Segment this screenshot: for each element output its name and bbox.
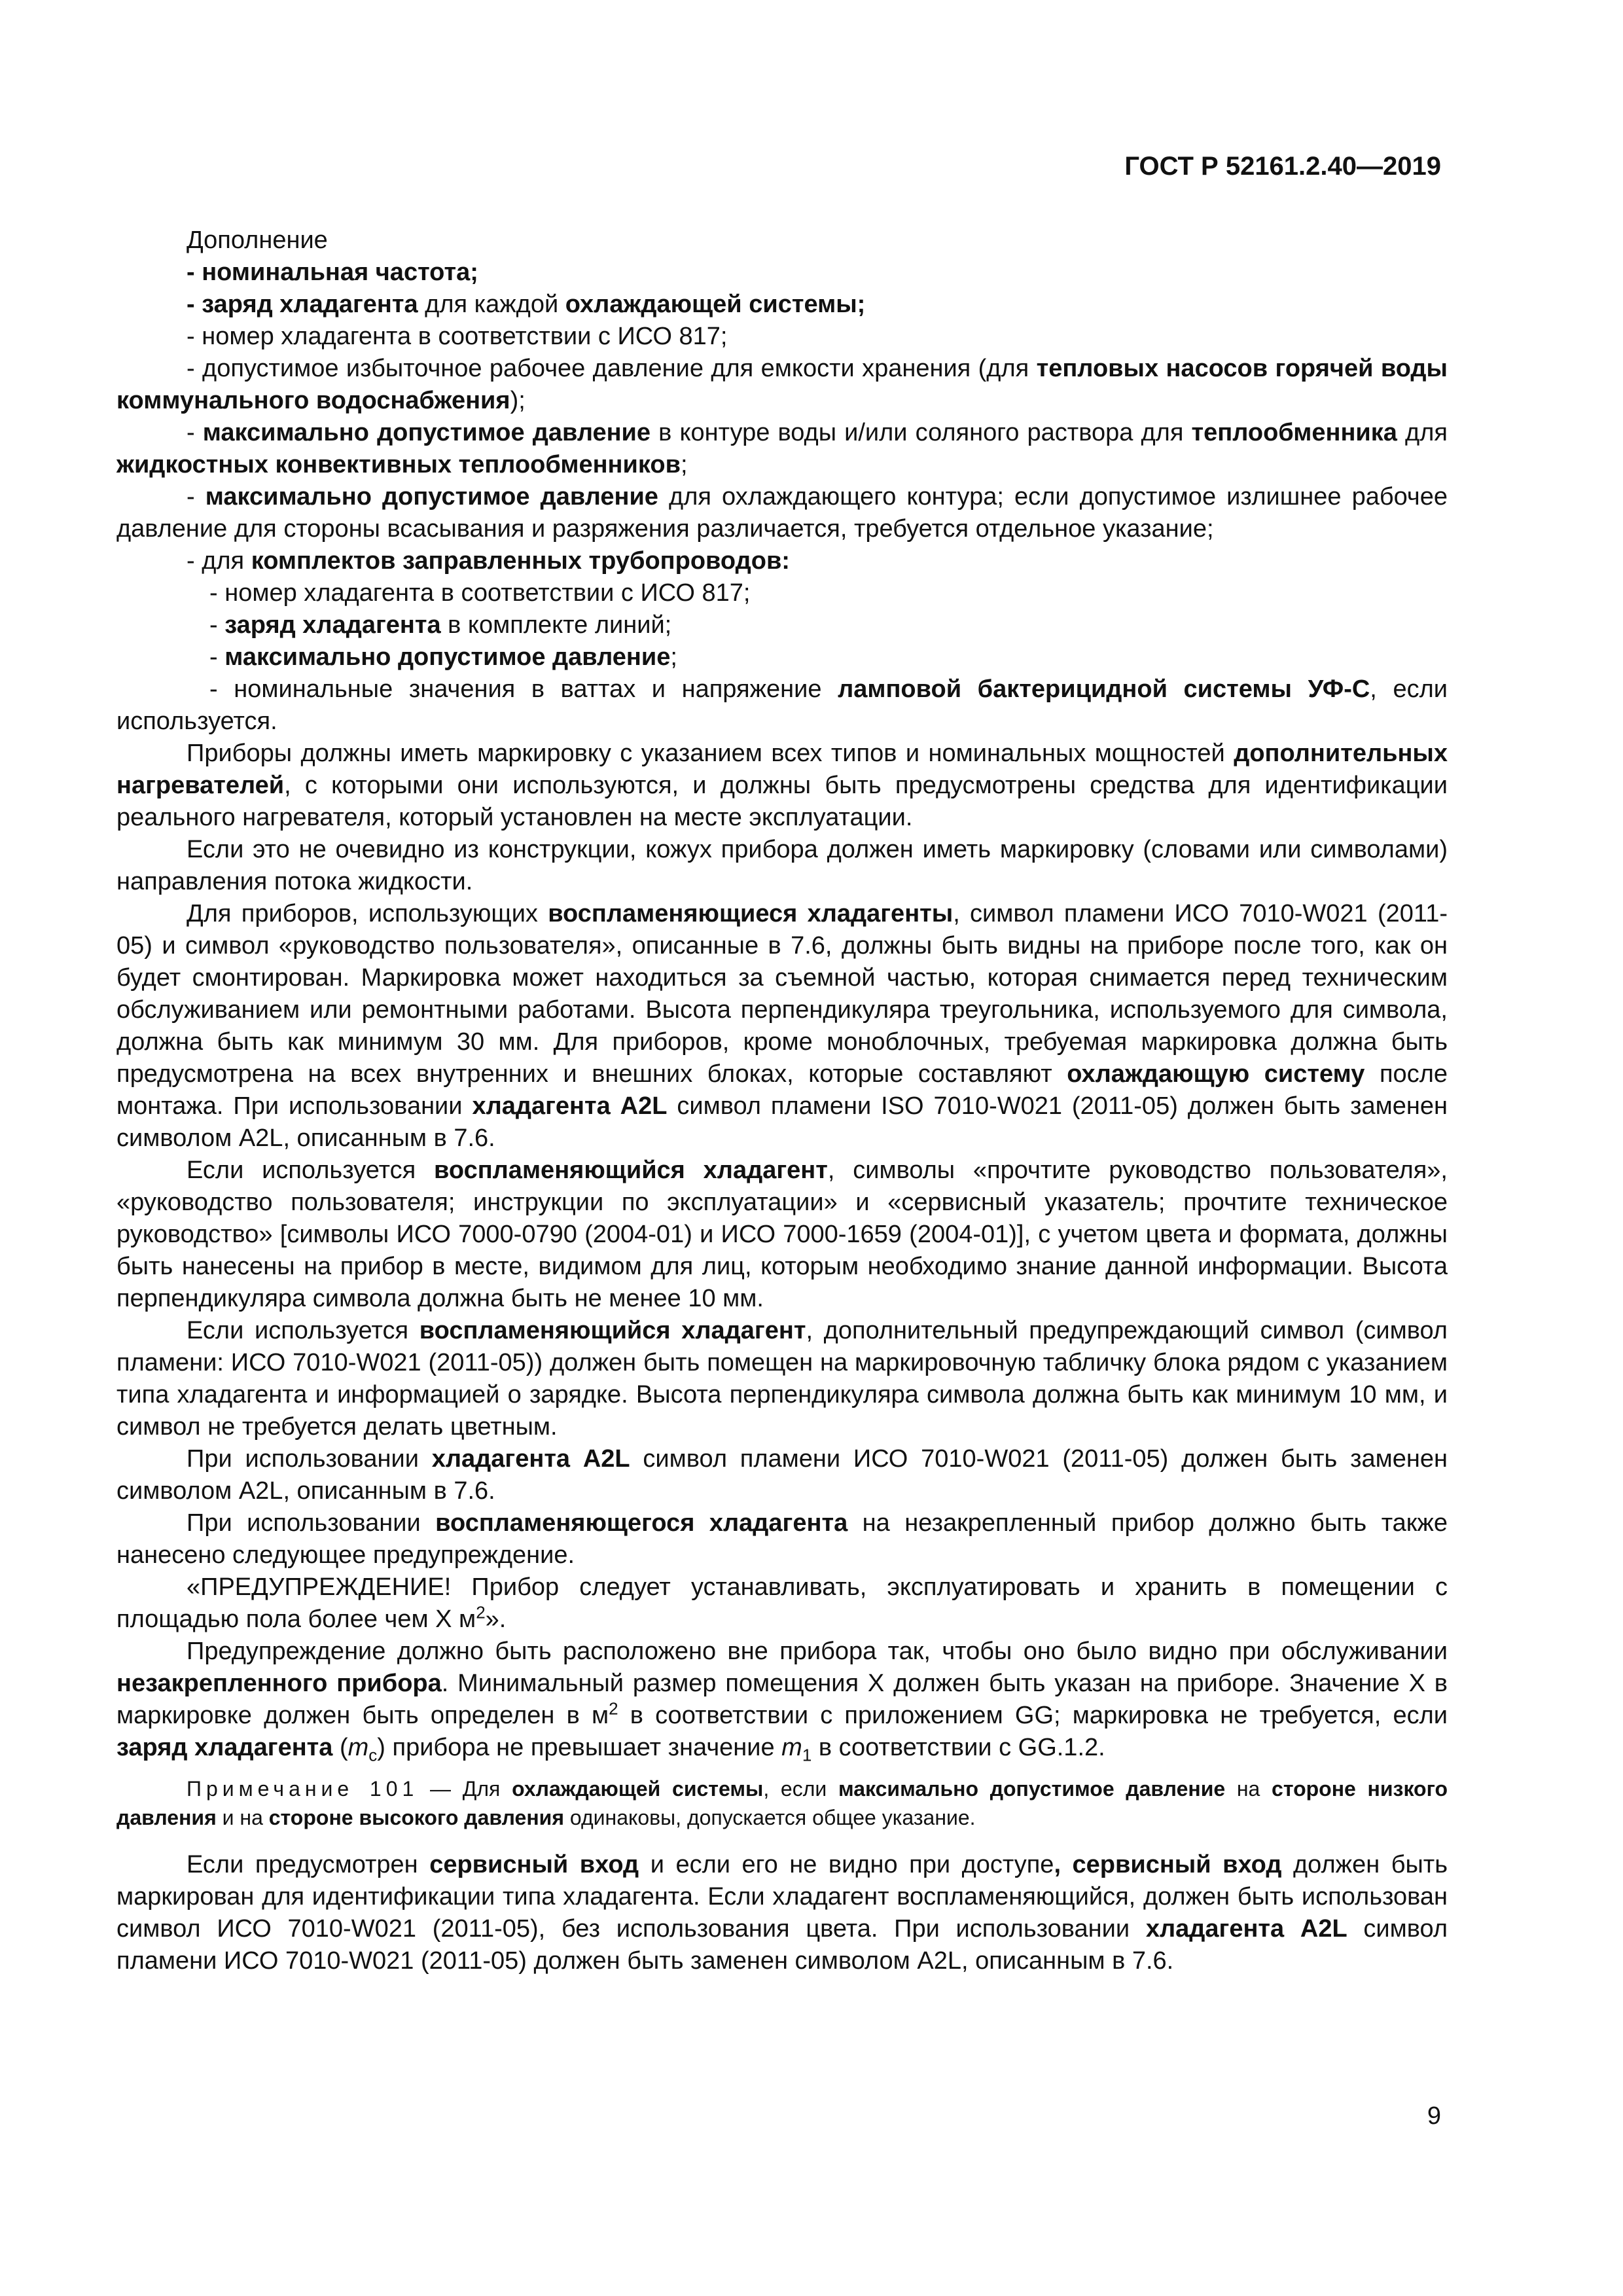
addition-label: Дополнение <box>187 226 328 254</box>
paragraph: Если предусмотрен сервисный вход и если его не видно при доступе, сервисный вход должен быть маркирован для идентификации типа хладагента. Если хладагент воспламеняющийся, должен быть использован символ ИСО 7010-W021 (2011-05), без использования цвета. При использовании хладагента A2L символ пламени ИСО 7010-W021 (2011-05) должен быть заменен символом A2L, описанным в 7.6. <box>116 1851 1448 1975</box>
document-number-header: ГОСТ Р 52161.2.40—2019 <box>1124 152 1441 181</box>
list-item: - заряд хладагента для каждой охлаждающей системы; <box>187 291 866 318</box>
list-item: - для комплектов заправленных трубопроводов: <box>187 547 790 575</box>
sub-list-item: - номер хладагента в соответствии с ИСО 817; <box>209 579 751 607</box>
list-item: - номинальная частота; <box>187 259 478 286</box>
paragraph: При использовании хладагента A2L символ пламени ИСО 7010-W021 (2011-05) должен быть заменен символом A2L, описанным в 7.6. <box>116 1445 1448 1505</box>
sub-list-item: - заряд хладагента в комплекте линий; <box>209 611 672 639</box>
note-101: Примечание 101 — Для охлаждающей системы, если максимально допустимое давление на стороне низкого давления и на стороне высокого давления одинаковы, допускается общее указание. <box>116 1777 1448 1829</box>
paragraph: Для приборов, использующих воспламеняющиеся хладагенты, символ пламени ИСО 7010-W021 (2011-05) и символ «руководство пользователя», описанные в 7.6, должны быть видны на приборе после того, как он будет смонтирован. Маркировка может находиться за съемной частью, которая снимается перед техническим обслуживанием или ремонтными работами. Высота перпендикуляра треугольника, используемого для символа, должна быть как минимум 30 мм. Для приборов, кроме моноблочных, требуемая маркировка должна быть предусмотрена на всех внутренних и внешних блоках, которые составляют охлаждающую систему после монтажа. При использовании хладагента A2L символ пламени ISO 7010-W021 (2011-05) должен быть заменен символом A2L, описанным в 7.6. <box>116 900 1448 1152</box>
list-item: - допустимое избыточное рабочее давление для емкости хранения (для тепловых насосов горячей воды коммунального водоснабжения); <box>116 355 1448 414</box>
paragraph: Предупреждение должно быть расположено вне прибора так, чтобы оно было видно при обслуживании незакрепленного прибора. Минимальный размер помещения X должен быть указан на приборе. Значение X в маркировке должен быть определен в $м^2$ в соответствии с приложением GG; маркировка не требуется, если заряд хладагента $(m_c)$ прибора не превышает значение $m_1$ в соответствии с GG.1.2. <box>116 1638 1448 1765</box>
note-label: Примечание 101 <box>187 1777 419 1801</box>
paragraph: Приборы должны иметь маркировку с указанием всех типов и номинальных мощностей дополнительных нагревателей, с которыми они используются, и должны быть предусмотрены средства для идентификации реального нагревателя, который установлен на месте эксплуатации. <box>116 740 1448 831</box>
sub-list-item: - номинальные значения в ваттах и напряжение ламповой бактерицидной системы УФ-С, если используется. <box>116 675 1448 735</box>
paragraph: Если это не очевидно из конструкции, кожух прибора должен иметь маркировку (словами или символами) направления потока жидкости. <box>116 836 1448 895</box>
paragraph: Если используется воспламеняющийся хладагент, дополнительный предупреждающий символ (символ пламени: ИСО 7010-W021 (2011-05)) должен быть помещен на маркировочную табличку блока рядом с указанием типа хладагента и информацией о зарядке. Высота перпендикуляра символа должна быть как минимум 10 мм, и символ не требуется делать цветным. <box>116 1317 1448 1441</box>
page-number: 9 <box>1427 2102 1441 2130</box>
paragraph: Если используется воспламеняющийся хладагент, символы «прочтите руководство пользователя», «руководство пользователя; инструкции по эксплуатации» и «сервисный указатель; прочтите техническое руководство» [символы ИСО 7000-0790 (2004-01) и ИСО 7000-1659 (2004-01)], с учетом цвета и формата, должны быть нанесены на прибор в месте, видимом для лиц, которым необходимо знание данной информации. Высота перпендикуляра символа должна быть не менее 10 мм. <box>116 1157 1448 1312</box>
paragraph: При использовании воспламеняющегося хладагента на незакрепленный прибор должно быть также нанесено следующее предупреждение. <box>116 1509 1448 1569</box>
warning-text: «ПРЕДУПРЕЖДЕНИЕ! Прибор следует устанавливать, эксплуатировать и хранить в помещении с площадью пола более чем X $м^2$». <box>116 1573 1448 1633</box>
list-item: - максимально допустимое давление для охлаждающего контура; если допустимое излишнее рабочее давление для стороны всасывания и разряжения различается, требуется отдельное указание; <box>116 483 1448 543</box>
sub-list-item: - максимально допустимое давление; <box>209 643 677 671</box>
list-item: - максимально допустимое давление в контуре воды и/или соляного раствора для теплообменника для жидкостных конвективных теплообменников; <box>116 419 1448 478</box>
list-item: - номер хладагента в соответствии с ИСО 817; <box>187 323 728 350</box>
document-body <box>116 224 1448 1977</box>
